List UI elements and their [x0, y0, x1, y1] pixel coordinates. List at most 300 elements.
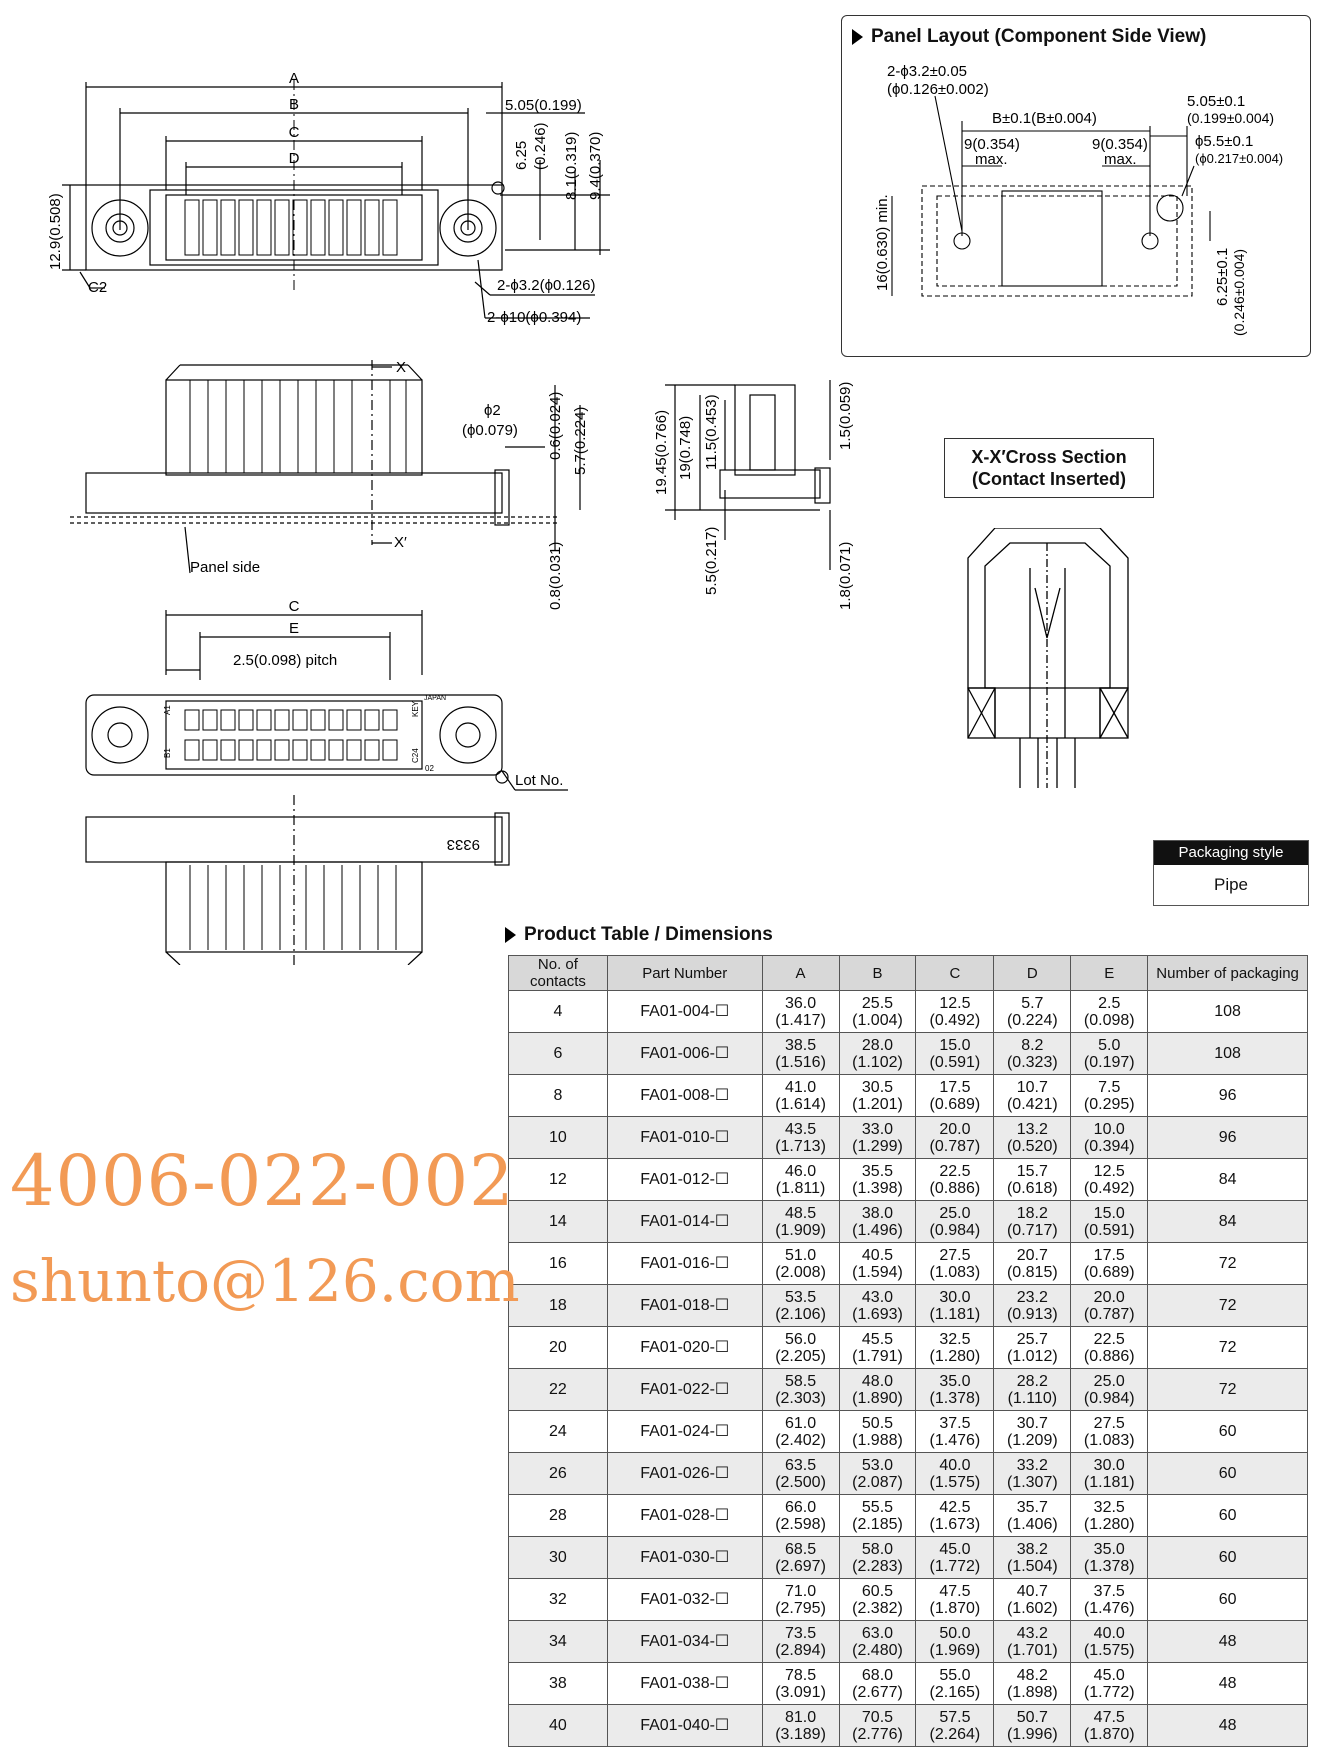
dim-a-cell — [762, 991, 839, 1033]
packaging-count-cell: 72 — [1148, 1243, 1308, 1285]
packaging-count-cell: 96 — [1148, 1075, 1308, 1117]
contacts-cell: 38 — [509, 1663, 608, 1705]
packaging-count-cell: 48 — [1148, 1705, 1308, 1747]
dim-c-cell — [916, 1117, 994, 1159]
dim-inch-value: (0.421) — [1006, 1095, 1058, 1113]
contacts-cell: 14 — [509, 1201, 608, 1243]
dia55-in-label: (ϕ0.217±0.004) — [1195, 151, 1284, 166]
dim-inch-value: (1.870) — [929, 1599, 981, 1617]
dim-d-cell — [994, 1579, 1071, 1621]
dim-mm-value: 25.5 — [861, 994, 894, 1012]
dim-inch-value: (1.602) — [1006, 1599, 1058, 1617]
dim-mm-value: 66.0 — [784, 1498, 817, 1516]
panel-layout-title: Panel Layout (Component Side View) — [852, 26, 1206, 48]
dim-e-cell — [1071, 1159, 1148, 1201]
contacts-cell: 4 — [509, 991, 608, 1033]
dim-e-cell — [1071, 1579, 1148, 1621]
dim-inch-value: (1.701) — [1006, 1641, 1058, 1659]
dim-mm-value: 38.0 — [861, 1204, 894, 1222]
dim-c-cell — [916, 1453, 994, 1495]
dim-mm-value: 57.5 — [939, 1708, 971, 1726]
dim-c-cell — [916, 1495, 994, 1537]
x-mark-label: X — [396, 359, 407, 376]
lot-code: 9333 — [446, 836, 480, 853]
dim-a-cell — [762, 1537, 839, 1579]
dim-mm-value: 71.0 — [784, 1582, 817, 1600]
dim-mm-value: 30.0 — [939, 1288, 971, 1306]
contacts-cell: 16 — [509, 1243, 608, 1285]
cross-section-subtitle: (Contact Inserted) — [971, 469, 1126, 489]
part-number-cell: FA01-008-☐ — [607, 1075, 762, 1117]
cross-section-drawing — [960, 528, 1135, 793]
dim-inch-value: (1.673) — [929, 1515, 981, 1533]
dim-inch-value: (2.283) — [852, 1557, 903, 1575]
hole-dia-label: 2-ϕ3.2±0.05 — [887, 63, 968, 80]
dim-inch-value: (1.575) — [1083, 1641, 1135, 1659]
dim-mm-value: 15.0 — [1093, 1204, 1125, 1222]
dim-inch-value: (2.500) — [775, 1473, 826, 1491]
dim-b-cell — [839, 1075, 916, 1117]
dim-a-cell — [762, 1201, 839, 1243]
dim-inch-value: (1.811) — [775, 1179, 826, 1197]
part-number-cell: FA01-006-☐ — [607, 1033, 762, 1075]
mark-02-label: 02 — [425, 764, 434, 773]
part-number-cell: FA01-018-☐ — [607, 1285, 762, 1327]
packaging-style-value: Pipe — [1213, 875, 1249, 894]
dim-inch-value: (2.795) — [775, 1599, 826, 1617]
dim-inch-value: (1.083) — [1083, 1431, 1135, 1449]
dim-inch-value: (1.181) — [1083, 1473, 1135, 1491]
dim-a-cell — [762, 1621, 839, 1663]
packaging-count-cell: 60 — [1148, 1537, 1308, 1579]
table-row — [509, 1453, 1308, 1495]
table-row — [509, 1033, 1308, 1075]
dim-b-cell — [839, 1495, 916, 1537]
lot-label: Lot No. — [515, 772, 564, 789]
panel-layout-drawing — [842, 16, 1310, 356]
triangle-bullet-icon — [505, 927, 516, 943]
max-left-val: 9(0.354) — [964, 136, 1020, 153]
dim-inch-value: (0.394) — [1083, 1137, 1135, 1155]
chamfer-label: C2 — [88, 279, 108, 296]
dim-d-cell — [994, 1033, 1071, 1075]
contacts-cell: 6 — [509, 1033, 608, 1075]
dim-a-cell — [762, 1159, 839, 1201]
dim-mm-value: 63.0 — [861, 1624, 894, 1642]
dim-mm-value: 22.5 — [939, 1162, 971, 1180]
max-right-word: max. — [1104, 151, 1137, 168]
dim-mm-value: 13.2 — [1016, 1120, 1048, 1138]
v1-label: 6.25 — [513, 140, 530, 170]
dim-mm-value: 10.7 — [1016, 1078, 1048, 1096]
dim-mm-value: 50.5 — [861, 1414, 894, 1432]
dim-mm-value: 32.5 — [939, 1330, 971, 1348]
dim-inch-value: (1.012) — [1006, 1347, 1058, 1365]
dim-mm-value: 63.5 — [784, 1456, 817, 1474]
packaging-count-cell: 84 — [1148, 1159, 1308, 1201]
dim-mm-value: 58.0 — [861, 1540, 894, 1558]
dim-e-cell — [1071, 1075, 1148, 1117]
dim-inch-value: (1.102) — [852, 1053, 903, 1071]
pin-a1-label: A1 — [163, 705, 172, 715]
dim-inch-value: (2.264) — [929, 1725, 981, 1743]
dim-mm-value: 50.7 — [1016, 1708, 1048, 1726]
dim-inch-value: (1.209) — [1006, 1431, 1058, 1449]
dim-mm-value: 25.0 — [1093, 1372, 1125, 1390]
japan-label: JAPAN — [424, 695, 447, 702]
dim-inch-value: (0.197) — [1083, 1053, 1135, 1071]
table-header-row — [509, 956, 1308, 991]
contacts-cell: 26 — [509, 1453, 608, 1495]
table-row — [509, 1327, 1308, 1369]
dim-mm-value: 28.2 — [1016, 1372, 1048, 1390]
dim-mm-value: 73.5 — [784, 1624, 817, 1642]
dim-mm-value: 35.7 — [1016, 1498, 1048, 1516]
dim-mm-value: 12.5 — [1093, 1162, 1125, 1180]
dim-mm-value: 35.0 — [1093, 1540, 1125, 1558]
dim-inch-value: (2.303) — [775, 1389, 826, 1407]
dim-mm-value: 40.0 — [939, 1456, 971, 1474]
offset-top-in-label: (0.199±0.004) — [1187, 110, 1275, 126]
dim-mm-value: 2.5 — [1098, 994, 1121, 1012]
dim-inch-value: (2.697) — [775, 1557, 826, 1575]
dim-inch-value: (0.591) — [1083, 1221, 1135, 1239]
dim-mm-value: 5.7 — [1021, 994, 1044, 1012]
dim-mm-value: 40.0 — [1093, 1624, 1125, 1642]
dim-mm-value: 20.0 — [1093, 1288, 1125, 1306]
dim-mm-value: 17.5 — [1093, 1246, 1125, 1264]
contacts-cell: 18 — [509, 1285, 608, 1327]
dim-e-cell — [1071, 1411, 1148, 1453]
dim-mm-value: 68.5 — [784, 1540, 817, 1558]
dim-b-cell — [839, 1537, 916, 1579]
header-packaging: Number of packaging — [1148, 956, 1308, 991]
part-number-cell: FA01-020-☐ — [607, 1327, 762, 1369]
dim-inch-value: (3.189) — [775, 1725, 826, 1743]
dim-d-cell — [994, 1075, 1071, 1117]
dim-mm-value: 30.7 — [1016, 1414, 1048, 1432]
dim-a-cell — [762, 1663, 839, 1705]
dim-e-cell — [1071, 1495, 1148, 1537]
dim-b-cell — [839, 1033, 916, 1075]
d2-label: 5.7(0.224) — [572, 406, 589, 475]
dim-inch-value: (1.890) — [852, 1389, 903, 1407]
dim-d-cell — [994, 1159, 1071, 1201]
dim-inch-value: (2.776) — [852, 1725, 903, 1743]
dim-inch-value: (0.717) — [1006, 1221, 1058, 1239]
dim-inch-value: (1.280) — [929, 1347, 981, 1365]
watermark-phone: 4006-022-002 — [10, 1140, 515, 1222]
top-view-drawing — [0, 0, 640, 345]
dim-c-cell — [916, 1285, 994, 1327]
dim-mm-value: 48.0 — [861, 1372, 894, 1390]
end-view-drawing — [630, 370, 860, 620]
dim-c-cell — [916, 1411, 994, 1453]
dim-inch-value: (1.969) — [929, 1641, 981, 1659]
dim-mm-value: 38.2 — [1016, 1540, 1048, 1558]
dim-d-cell — [994, 1117, 1071, 1159]
dim-mm-value: 17.5 — [939, 1078, 971, 1096]
packaging-count-cell: 48 — [1148, 1663, 1308, 1705]
dim-inch-value: (2.480) — [852, 1641, 903, 1659]
header-c: C — [916, 956, 994, 991]
dim-inch-value: (1.504) — [1006, 1557, 1058, 1575]
dim-mm-value: 8.2 — [1021, 1036, 1044, 1054]
dim-mm-value: 37.5 — [1093, 1582, 1125, 1600]
dim-inch-value: (1.516) — [775, 1053, 826, 1071]
dim-a-cell — [762, 1285, 839, 1327]
h2-label: 19(0.748) — [677, 415, 694, 480]
dim-inch-value: (2.087) — [852, 1473, 903, 1491]
hole2-label: 2-ϕ10(ϕ0.394) — [487, 309, 582, 326]
packaging-count-cell: 108 — [1148, 991, 1308, 1033]
dim-b-cell — [839, 1117, 916, 1159]
dim-inch-value: (2.008) — [775, 1263, 826, 1281]
table-row — [509, 1159, 1308, 1201]
table-row — [509, 1663, 1308, 1705]
dim-inch-value: (0.815) — [1006, 1263, 1058, 1281]
dim-mm-value: 40.5 — [861, 1246, 894, 1264]
dim-mm-value: 33.0 — [861, 1120, 894, 1138]
dim-mm-value: 30.0 — [1093, 1456, 1125, 1474]
dim-inch-value: (2.205) — [775, 1347, 826, 1365]
dim-c-cell — [916, 991, 994, 1033]
table-row — [509, 1495, 1308, 1537]
dim-inch-value: (0.323) — [1006, 1053, 1058, 1071]
dim-b-cell — [839, 1285, 916, 1327]
panel-side-label: Panel side — [190, 559, 261, 576]
dim-mm-value: 55.0 — [939, 1666, 971, 1684]
dim-d-cell — [994, 991, 1071, 1033]
packaging-count-cell: 60 — [1148, 1495, 1308, 1537]
h1-label: 19.45(0.766) — [653, 409, 670, 495]
dim-mm-value: 12.5 — [939, 994, 971, 1012]
dim-mm-value: 51.0 — [784, 1246, 817, 1264]
dim-inch-value: (0.886) — [1083, 1347, 1135, 1365]
dim-d-cell — [994, 1705, 1071, 1747]
e-label: E — [288, 620, 300, 637]
contacts-cell: 20 — [509, 1327, 608, 1369]
table-row — [509, 991, 1308, 1033]
dim-inch-value: (0.224) — [1006, 1011, 1058, 1029]
dim-inch-value: (1.299) — [852, 1137, 903, 1155]
dim-a-cell — [762, 1453, 839, 1495]
table-row — [509, 1285, 1308, 1327]
dim-inch-value: (1.772) — [1083, 1683, 1135, 1701]
dim-mm-value: 15.7 — [1016, 1162, 1048, 1180]
dim-mm-value: 48.2 — [1016, 1666, 1048, 1684]
contacts-cell: 32 — [509, 1579, 608, 1621]
dim-c-cell — [916, 1201, 994, 1243]
part-number-cell: FA01-026-☐ — [607, 1453, 762, 1495]
dim-a-cell — [762, 1369, 839, 1411]
dim-inch-value: (1.181) — [929, 1305, 981, 1323]
contacts-cell: 8 — [509, 1075, 608, 1117]
dim-c-cell — [916, 1537, 994, 1579]
dim-mm-value: 23.2 — [1016, 1288, 1048, 1306]
dim-e-cell — [1071, 1243, 1148, 1285]
dim-mm-value: 10.0 — [1093, 1120, 1125, 1138]
dim-c-cell — [916, 1159, 994, 1201]
h6-label: 1.8(0.071) — [837, 541, 854, 610]
v3-label: 9.4(0.370) — [587, 131, 604, 200]
header-b: B — [839, 956, 916, 991]
dim-c-cell — [916, 1621, 994, 1663]
dim-inch-value: (0.886) — [929, 1179, 981, 1197]
contacts-cell: 24 — [509, 1411, 608, 1453]
dim-mm-value: 28.0 — [861, 1036, 894, 1054]
dim-inch-value: (0.984) — [929, 1221, 981, 1239]
dim-mm-value: 58.5 — [784, 1372, 817, 1390]
dim-c-cell — [916, 1075, 994, 1117]
dim-a-cell — [762, 1033, 839, 1075]
part-number-cell: FA01-030-☐ — [607, 1537, 762, 1579]
hole1-label: 2-ϕ3.2(ϕ0.126) — [497, 277, 596, 294]
dim-mm-value: 45.0 — [939, 1540, 971, 1558]
part-number-cell: FA01-004-☐ — [607, 991, 762, 1033]
part-number-cell: FA01-016-☐ — [607, 1243, 762, 1285]
dim-mm-value: 35.0 — [939, 1372, 971, 1390]
dim-inch-value: (1.406) — [1006, 1515, 1058, 1533]
dim-d-cell — [994, 1663, 1071, 1705]
max-left-word: max. — [975, 151, 1008, 168]
dim-inch-value: (2.598) — [775, 1515, 826, 1533]
packaging-count-cell: 60 — [1148, 1411, 1308, 1453]
dim-d-cell — [994, 1201, 1071, 1243]
packaging-style-box — [1153, 840, 1309, 906]
table-row — [509, 1201, 1308, 1243]
dim-e-cell — [1071, 1453, 1148, 1495]
height-label: 12.9(0.508) — [47, 193, 64, 270]
dim-b-cell — [839, 1453, 916, 1495]
dim-inch-value: (0.492) — [1083, 1179, 1135, 1197]
dim-c-label: C — [288, 124, 300, 141]
packaging-count-cell: 48 — [1148, 1621, 1308, 1663]
dim-inch-value: (1.280) — [1083, 1515, 1135, 1533]
dim-inch-value: (2.402) — [775, 1431, 826, 1449]
dim-mm-value: 41.0 — [784, 1078, 817, 1096]
part-number-cell: FA01-010-☐ — [607, 1117, 762, 1159]
dim-b-cell — [839, 1579, 916, 1621]
packaging-count-cell: 108 — [1148, 1033, 1308, 1075]
dim-mm-value: 20.7 — [1016, 1246, 1048, 1264]
dim-inch-value: (1.004) — [852, 1011, 903, 1029]
dim-e-cell — [1071, 1327, 1148, 1369]
dim-inch-value: (1.693) — [852, 1305, 903, 1323]
dim-mm-value: 43.0 — [861, 1288, 894, 1306]
dim-e-cell — [1071, 1201, 1148, 1243]
dim-e-cell — [1071, 1705, 1148, 1747]
table-row — [509, 1075, 1308, 1117]
dim-a-cell — [762, 1075, 839, 1117]
dim-mm-value: 48.5 — [784, 1204, 817, 1222]
dim-mm-value: 81.0 — [784, 1708, 817, 1726]
part-number-cell: FA01-024-☐ — [607, 1411, 762, 1453]
height-min-label: 16(0.630) min. — [874, 194, 891, 291]
dim-mm-value: 35.5 — [861, 1162, 894, 1180]
dim-d-cell — [994, 1453, 1071, 1495]
dim-e-cell — [1071, 1369, 1148, 1411]
dim-mm-value: 30.5 — [861, 1078, 894, 1096]
dim-c-cell — [916, 1243, 994, 1285]
max-right-val: 9(0.354) — [1092, 136, 1148, 153]
packaging-count-cell: 72 — [1148, 1285, 1308, 1327]
dim-mm-value: 25.7 — [1016, 1330, 1048, 1348]
dim-d-cell — [994, 1537, 1071, 1579]
dim-mm-value: 43.2 — [1016, 1624, 1048, 1642]
dim-mm-value: 32.5 — [1093, 1498, 1125, 1516]
h4-label: 5.5(0.217) — [703, 526, 720, 595]
dim-e-cell — [1071, 1621, 1148, 1663]
dim-inch-value: (0.295) — [1083, 1095, 1135, 1113]
dim-d-cell — [994, 1369, 1071, 1411]
dim-mm-value: 55.5 — [861, 1498, 894, 1516]
part-number-cell: FA01-034-☐ — [607, 1621, 762, 1663]
dim-inch-value: (1.996) — [1006, 1725, 1058, 1743]
dim-mm-value: 60.5 — [861, 1582, 894, 1600]
b-dim-label: B±0.1(B±0.004) — [992, 110, 1097, 127]
table-row — [509, 1705, 1308, 1747]
dim-mm-value: 45.0 — [1093, 1666, 1125, 1684]
contacts-cell: 30 — [509, 1537, 608, 1579]
v1-in-label: (0.246) — [532, 122, 549, 170]
table-body — [509, 991, 1308, 1747]
phi2-label: ϕ2 — [484, 402, 501, 419]
dim-inch-value: (2.165) — [929, 1683, 981, 1701]
dim-inch-value: (2.106) — [775, 1305, 826, 1323]
dim-d-cell — [994, 1495, 1071, 1537]
dim-inch-value: (0.520) — [1006, 1137, 1058, 1155]
dim-a-cell — [762, 1705, 839, 1747]
part-number-cell: FA01-022-☐ — [607, 1369, 762, 1411]
dim-b-cell — [839, 1159, 916, 1201]
packaging-count-cell: 60 — [1148, 1579, 1308, 1621]
offset-top-label: 5.05±0.1 — [1187, 93, 1246, 110]
x-prime-label: X′ — [394, 534, 407, 551]
table-row — [509, 1579, 1308, 1621]
dim-inch-value: (1.988) — [852, 1431, 903, 1449]
dim-inch-value: (0.689) — [1083, 1263, 1135, 1281]
contacts-cell: 34 — [509, 1621, 608, 1663]
watermark-email: shunto@126.com — [10, 1247, 520, 1315]
dim-inch-value: (1.307) — [1006, 1473, 1058, 1491]
dim-e-cell — [1071, 1537, 1148, 1579]
contacts-cell: 22 — [509, 1369, 608, 1411]
dim-b-cell — [839, 991, 916, 1033]
contacts-cell: 12 — [509, 1159, 608, 1201]
panel-layout-box — [841, 15, 1311, 357]
dim-a-cell — [762, 1243, 839, 1285]
dim-inch-value: (1.713) — [775, 1137, 826, 1155]
dim-mm-value: 68.0 — [861, 1666, 894, 1684]
d1-label: 0.6(0.024) — [547, 391, 564, 460]
dim-inch-value: (2.894) — [775, 1641, 826, 1659]
dim-mm-value: 5.0 — [1098, 1036, 1121, 1054]
dim-b-cell — [839, 1411, 916, 1453]
dim-mm-value: 61.0 — [784, 1414, 817, 1432]
dim-inch-value: (0.689) — [929, 1095, 981, 1113]
dim-inch-value: (2.677) — [852, 1683, 903, 1701]
dim-inch-value: (1.110) — [1007, 1389, 1058, 1407]
h5-label: 1.5(0.059) — [837, 381, 854, 450]
pin-b1-label: B1 — [163, 748, 172, 758]
pin-a-end-label: KEY — [411, 700, 420, 717]
bottom-view-drawing — [0, 595, 640, 965]
dim-mm-value: 37.5 — [939, 1414, 971, 1432]
dim-mm-value: 53.5 — [784, 1288, 817, 1306]
dim-mm-value: 27.5 — [1093, 1414, 1125, 1432]
offset-label: 5.05(0.199) — [505, 97, 582, 114]
